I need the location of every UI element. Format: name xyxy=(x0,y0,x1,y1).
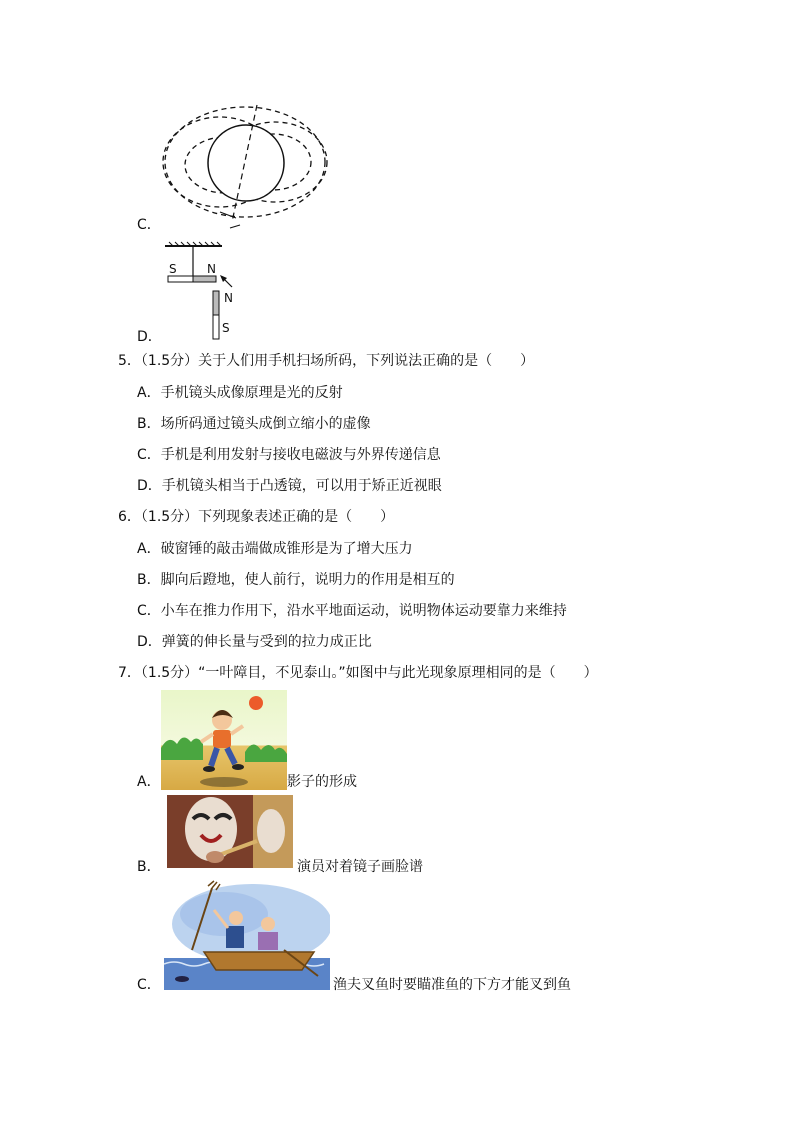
q4-option-c-letter: C． xyxy=(137,217,161,233)
q6-option-a: A．破窗锤的敲击端做成锥形是为了增大压力 xyxy=(137,541,413,557)
needle-s-label: S xyxy=(222,321,230,335)
q7-option-a-caption: 影子的形成 xyxy=(287,774,357,790)
q7-option-a-letter: A． xyxy=(137,774,161,790)
q6-stem: 6．（1.5分）下列现象表述正确的是（ ） xyxy=(118,509,395,525)
q4-option-d-letter: D． xyxy=(137,329,162,345)
fisherman-boat-image xyxy=(164,880,330,990)
q7-option-b-caption: 演员对着镜子画脸谱 xyxy=(297,859,423,875)
q5-option-a: A．手机镜头成像原理是光的反射 xyxy=(137,385,343,401)
q5-option-b: B．场所码通过镜头成倒立缩小的虚像 xyxy=(137,416,371,432)
q5-option-c: C．手机是利用发射与接收电磁波与外界传递信息 xyxy=(137,447,441,463)
q7-option-b-letter: B． xyxy=(137,859,161,875)
bar-magnet-diagram xyxy=(160,240,250,340)
face-painting-image xyxy=(167,795,293,868)
magnet-n-label: N xyxy=(207,262,216,276)
q5-stem: 5．（1.5分）关于人们用手机扫场所码，下列说法正确的是（ ） xyxy=(118,353,535,369)
magnet-s-label: S xyxy=(169,262,177,276)
q6-option-b: B．脚向后蹬地，使人前行，说明力的作用是相互的 xyxy=(137,572,455,588)
shadow-boy-image xyxy=(161,690,287,790)
q6-option-c: C．小车在推力作用下，沿水平地面运动，说明物体运动要靠力来维持 xyxy=(137,603,567,619)
q5-option-d: D．手机镜头相当于凸透镜，可以用于矫正近视眼 xyxy=(137,478,442,494)
needle-n-label: N xyxy=(224,291,233,305)
q6-option-d: D．弹簧的伸长量与受到的拉力成正比 xyxy=(137,634,372,650)
q7-stem: 7．（1.5分）“一叶障目，不见泰山。”如图中与此光现象原理相同的是（ ） xyxy=(118,665,598,681)
q7-option-c-letter: C． xyxy=(137,977,161,993)
magnetic-field-diagram xyxy=(160,100,335,230)
q7-option-c-caption: 渔夫叉鱼时要瞄准鱼的下方才能叉到鱼 xyxy=(333,977,571,993)
